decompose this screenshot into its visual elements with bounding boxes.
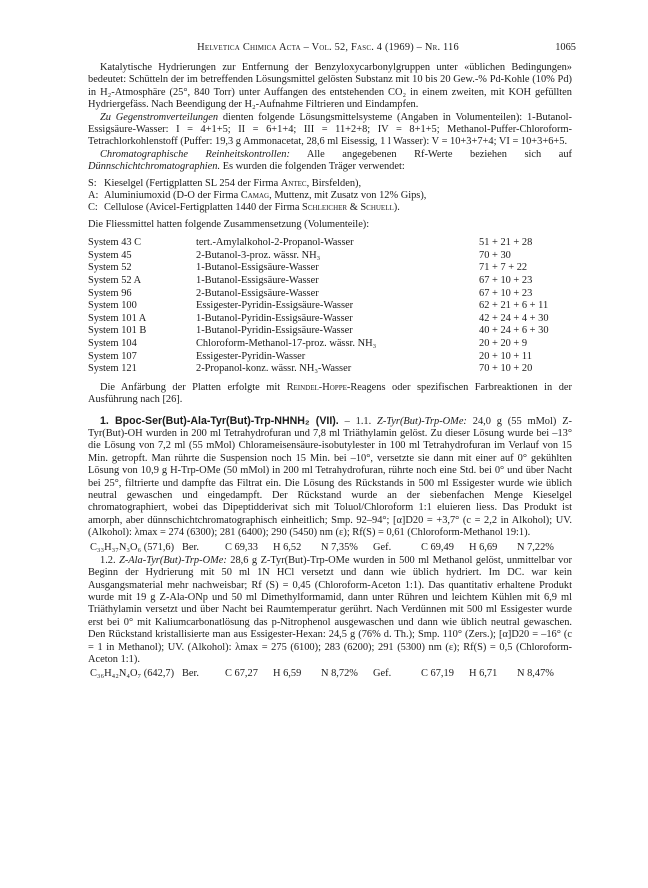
system-row bbox=[88, 313, 572, 326]
system-row bbox=[88, 288, 572, 301]
system-solvent: Essigester-Pyridin-Essigsäure-Wasser bbox=[196, 300, 354, 312]
journal-title: Helvetica Chimica Acta – Vol. 52, Fasc. 4 (1969) – Nr. 116 bbox=[197, 42, 459, 53]
carrier-item bbox=[88, 178, 572, 190]
carrier-text: Kieselgel (Fertigplatten SL 254 der Firma Antec, Birsfelden), bbox=[104, 177, 362, 189]
carrier-text: Cellulose (Avicel-Fertigplatten 1440 der Firma Schleicher & Schuell). bbox=[104, 202, 400, 214]
system-solvent: Chloroform-Methanol-17-proz. wässr. NH₃ bbox=[196, 338, 377, 350]
staining-paragraph: Die Anfärbung der Platten erfolgte mit Reindel-Hoppe-Reagens oder spezifischen Farbreaktionen in der Ausführung nach [26]. bbox=[88, 381, 572, 406]
system-ratio: 70 + 30 bbox=[479, 249, 511, 261]
system-solvent: 1-Butanol-Pyridin-Essigsäure-Wasser bbox=[196, 312, 353, 324]
system-row bbox=[88, 275, 572, 288]
carrier-key: C: bbox=[88, 202, 98, 214]
system-row bbox=[88, 351, 572, 364]
system-solvent: 1-Butanol-Essigsäure-Wasser bbox=[196, 262, 319, 274]
carrier-item bbox=[88, 202, 572, 214]
system-ratio: 67 + 10 + 23 bbox=[479, 275, 533, 287]
system-name: System 104 bbox=[88, 338, 137, 350]
system-name: System 43 C bbox=[88, 237, 142, 249]
system-row bbox=[88, 262, 572, 275]
carrier-text: Aluminiumoxid (D-O der Firma Camag, Muttenz, mit Zusatz von 12% Gips), bbox=[104, 190, 427, 202]
countercurrent-text: dienten folgende Lösungsmittelsysteme (Angaben in Volumenteilen): 1-Butanol-Essigsäure-Wasser: I = 4+1+5; II = 6+1+4; III = 11+2+8; IV = 8+1+5; Methanol-Puffer-Chloroform-Tetrachlorkohlenstoff (Puffer: 19,3 g Ammonacetat, 28,6 ml Eisessig, 1 l Wasser): V = 10+3+7+4; VI = 10+3+6+5. bbox=[88, 111, 572, 148]
subsection-1-2-text: 28,6 g Z-Tyr(But)-Trp-OMe wurden in 500 ml Methanol gelöst, unmittelbar vor Beginn der Hydrierung mit 50 ml 1N HCl versetzt und dann wie üblich hydriert. Im DC. war kein Ausgangsmaterial mehr nachweisbar; Rf (S) = 0,45 (Chloroform-Aceton 1:1). Das quantitativ erhaltene Produkt wurde mit 19 g Z-Ala-ONp und 50 ml Dimethylformamid, dann unter Rühren und leichtem Kühlen mit 6,9 ml Triäthylamin versetzt und über Nacht bei Raumtemperatur gerührt. Nach Verdünnen mit 500 ml Essigester wurde erst bei 0° mit Kaliumcarbonatlösung das p-Nitrophenol ausgewaschen und dann wie üblich neutral gewaschen. Den Rückstand kristallisierte man aus Essigester-Hexan: 24,5 g (76% d. Th.); Smp. 110° (Zers.); [α]D20 = –16° (c = 1 in Methanol); UV. (Alkohol): λmax = 275 (6100); 283 (6200); 291 (5300) nm (ε); Rf(S) = 0,5 (Chloroform-Aceton 1:1). bbox=[88, 554, 573, 665]
system-ratio: 62 + 21 + 6 + 11 bbox=[479, 300, 549, 312]
system-name: System 45 bbox=[88, 249, 132, 261]
system-ratio: 70 + 10 + 20 bbox=[479, 363, 533, 375]
system-ratio: 20 + 20 + 9 bbox=[479, 338, 528, 350]
system-row bbox=[88, 250, 572, 263]
carrier-key: S: bbox=[88, 177, 97, 189]
system-solvent: 2-Butanol-Essigsäure-Wasser bbox=[196, 287, 319, 299]
subsection-1-2-paragraph: 1.2. Z-Ala-Tyr(But)-Trp-OMe: 28,6 g Z-Tyr(But)-Trp-OMe wurden in 500 ml Methanol gelöst, unmittelbar vor Beginn der Hydrierung mit 50 ml 1N HCl versetzt und dann wie üblich hydriert. Im DC. war kein Ausgangsmaterial mehr nachweisbar; Rf (S) = 0,45 (Chloroform-Aceton 1:1). Das quantitativ erhaltene Produkt wurde mit 19 g Z-Ala-ONp und 50 ml Dimethylformamid, dann unter Rühren und leichtem Kühlen mit 6,9 ml Triäthylamin versetzt und über Nacht bei Raumtemperatur gerührt. Nach Verdünnen mit 500 ml Essigester wurde erst bei 0° mit Kaliumcarbonatlösung das p-Nitrophenol ausgewaschen und dann wie üblich neutral gewaschen. Den Rückstand kristallisierte man aus Essigester-Hexan: 24,5 g (76% d. Th.); Smp. 110° (Zers.); [α]D20 = –16° (c = 1 in Methanol); UV. (Alkohol): λmax = 275 (6100); 283 (6200); 291 (5300) nm (ε); Rf(S) = 0,5 (Chloroform-Aceton 1:1). bbox=[88, 554, 573, 665]
solvent-intro: Die Fliessmittel hatten folgende Zusammensetzung (Volumenteile): bbox=[88, 218, 370, 230]
system-ratio: 20 + 10 + 11 bbox=[479, 350, 532, 362]
system-ratio: 42 + 24 + 4 + 30 bbox=[479, 312, 549, 324]
system-row bbox=[88, 325, 572, 338]
purity-control-italic: Dünnschichtchromatographien. bbox=[88, 161, 221, 173]
purity-control-mid: Alle angegebenen Rf-Werte beziehen sich auf bbox=[289, 148, 572, 160]
system-name: System 101 A bbox=[88, 312, 147, 324]
system-ratio: 51 + 21 + 28 bbox=[479, 237, 533, 249]
system-name: System 96 bbox=[88, 287, 132, 299]
running-header bbox=[88, 42, 576, 56]
system-row bbox=[88, 300, 572, 313]
countercurrent-paragraph bbox=[88, 112, 572, 149]
system-ratio: 67 + 10 + 23 bbox=[479, 287, 533, 299]
section-1-paragraph: 1. Bpoc-Ser(But)-Ala-Tyr(But)-Trp-NHNH₂ (VII). – 1.1. Z-Tyr(But)-Trp-OMe: 24,0 g (55 mMol) Z-Tyr(But)-OH wurden in 200 ml Tetrahydrofuran und 7,8 ml Triäthylamin gelöst. Zu dieser Lösung wurde bei –13° die Lösung von 7,2 ml (55 mMol) Chlorameisensäure-isobutylester in 100 ml Tetrahydrofuran im Verlauf von 15 Min. getropft. Man rührte die Suspension noch 15 Min. bei –10°, versetzte sie dann mit einer auf 0° gekühlten Lösung von 10,9 g H-Trp-OMe (50 mMol) in 200 ml Tetrahydrofuran, rührte noch eine Std. bei 0° und über Nacht bei 25°, filtrierte und dampfte das Filtrat ein. Die Lösung des Rückstands in 500 ml Essigester wurde wie üblich neutral gewaschen und eingedampft. Der Rückstand wurde an der siebenfachen Menge Kieselgel chromatographiert, wobei das Dipeptidderivat sich mit Toluol/Chloroform 1:1 eluieren liess. Das Produkt ist amorph, aber dünnschichtchromatographisch einheitlich; Smp. 92–94°; [α]D20 = +3,7° (c = 2,2 in Alkohol); UV. (Alkohol): λmax = 274 (6300); 281 (6400); 290 (5450) nm (ε); Rf(S) = 0,61 (Chloroform-Methanol 19:1). bbox=[88, 414, 572, 539]
purity-control-paragraph bbox=[88, 149, 572, 174]
system-row bbox=[88, 338, 572, 351]
system-name: System 121 bbox=[88, 363, 137, 375]
system-solvent: tert.-Amylalkohol-2-Propanol-Wasser bbox=[196, 237, 354, 249]
subsection-1-1-title: Z-Tyr(But)-Trp-OMe: bbox=[377, 415, 467, 427]
system-solvent: 1-Butanol-Pyridin-Essigsäure-Wasser bbox=[196, 325, 353, 337]
system-name: System 101 B bbox=[88, 325, 147, 337]
solvent-systems-table bbox=[88, 237, 572, 376]
system-solvent: 1-Butanol-Essigsäure-Wasser bbox=[196, 275, 319, 287]
system-name: System 52 A bbox=[88, 275, 142, 287]
purity-control-end: Es wurden die folgenden Träger verwendet: bbox=[220, 161, 405, 173]
section-1-title: 1. Bpoc-Ser(But)-Ala-Tyr(But)-Trp-NHNH₂ (VII). bbox=[100, 414, 339, 427]
system-name: System 107 bbox=[88, 350, 137, 362]
system-row bbox=[88, 363, 572, 376]
reagent-name: Reindel-Hoppe bbox=[286, 381, 347, 393]
system-name: System 100 bbox=[88, 300, 137, 312]
elemental-analysis-2: C₃₆H₄₂N₄O₇ (642,7) Ber. C 67,27 H 6,59 N 8,72% Gef. C 67,19 H 6,71 N 8,47% bbox=[90, 668, 554, 680]
elemental-analysis-1: C₃₃H₃₇N₃O₆ (571,6) Ber. C 69,33 H 6,52 N 7,35% Gef. C 69,49 H 6,69 N 7,22% bbox=[90, 541, 554, 553]
system-row bbox=[88, 237, 572, 250]
system-solvent: Essigester-Pyridin-Wasser bbox=[196, 350, 306, 362]
system-ratio: 40 + 24 + 6 + 30 bbox=[479, 325, 549, 337]
system-solvent: 2-Butanol-3-proz. wässr. NH₃ bbox=[196, 249, 321, 261]
carrier-item bbox=[88, 190, 572, 202]
carrier-list bbox=[88, 178, 572, 215]
subsection-1-2-title: Z-Ala-Tyr(But)-Trp-OMe: bbox=[119, 554, 227, 566]
system-solvent: 2-Propanol-konz. wässr. NH₃-Wasser bbox=[196, 363, 352, 375]
hydrogenation-paragraph: Katalytische Hydrierungen zur Entfernung der Benzyloxycarbonylgruppen unter «üblichen Bedingungen» bedeutet: Schütteln der im betreffenden Lösungsmittel gelösten Substanz mit 10 bis 20 Gew.-% Pd-Kohle (10% Pd) in H₂-Atmosphäre (25°, 840 Torr) unter Auffangen des entstehenden CO₂ in einem zweiten, mit KOH gefüllten Hydriergefäss. Nach Beendigung der H₂-Aufnahme Filtrieren und Eindampfen. bbox=[88, 62, 572, 111]
page-body bbox=[88, 62, 572, 681]
subsection-1-1-text: 24,0 g (55 mMol) Z-Tyr(But)-OH wurden in 200 ml Tetrahydrofuran und 7,8 ml Triäthylamin gelöst. Zu dieser Lösung wurde bei –13° die Lösung von 7,2 ml (55 mMol) Chlorameisensäure-isobutylester in 100 ml Tetrahydrofuran im Verlauf von 15 Min. getropft. Man rührte die Suspension noch 15 Min. bei –10°, versetzte sie dann mit einer auf 0° gekühlten Lösung von 10,9 g H-Trp-OMe (50 mMol) in 200 ml Tetrahydrofuran, rührte noch eine Std. bei 0° und über Nacht bei 25°, filtrierte und dampfte das Filtrat ein. Die Lösung des Rückstands in 500 ml Essigester wurde wie üblich neutral gewaschen und eingedampft. Der Rückstand wurde an der siebenfachen Menge Kieselgel chromatographiert, wobei das Dipeptidderivat sich mit Toluol/Chloroform 1:1 eluieren liess. Das Produkt ist amorph, aber dünnschichtchromatographisch einheitlich; Smp. 92–94°; [α]D20 = +3,7° (c = 2,2 in Alkohol); UV. (Alkohol): λmax = 274 (6300); 281 (6400); 290 (5450) nm (ε); Rf(S) = 0,61 (Chloroform-Methanol 19:1). bbox=[88, 415, 572, 539]
countercurrent-lead: Zu Gegenstromverteilungen bbox=[100, 111, 219, 123]
purity-control-lead: Chromatographische Reinheitskontrollen: bbox=[100, 148, 290, 160]
system-name: System 52 bbox=[88, 262, 132, 274]
carrier-key: A: bbox=[88, 190, 99, 202]
system-ratio: 71 + 7 + 22 bbox=[479, 262, 528, 274]
page-number: 1065 bbox=[555, 42, 576, 53]
